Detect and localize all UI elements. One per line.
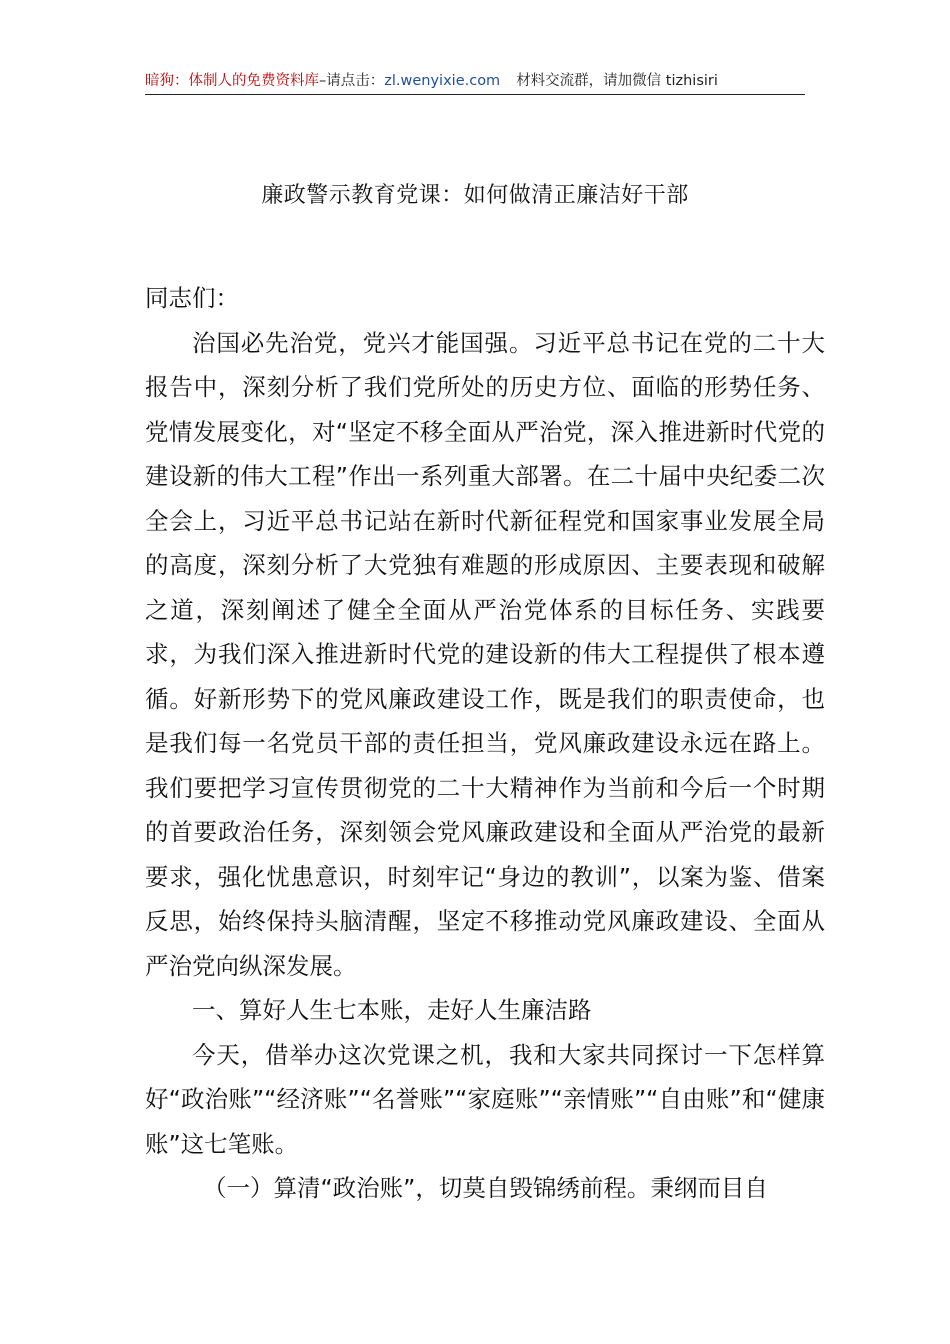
header-click-text: –请点击：	[319, 73, 385, 89]
subsection-political-account: （一）算清“政治账”，切莫自毁锦绣前程。秉纲而目自	[203, 1174, 768, 1202]
document-title: 廉政警示教育党课：如何做清正廉洁好干部	[261, 183, 689, 208]
page-header	[145, 70, 805, 95]
paragraph-seven-accounts: 今天，借举办这次党课之机，我和大家共同探讨一下怎样算好“政治账”“经济账”“名誉账”“家庭账”“亲情账”“自由账”和“健康账”这七笔账。	[145, 1040, 825, 1158]
section-heading: 一、算好人生七本账，走好人生廉洁路	[192, 996, 592, 1024]
paragraph-intro: 治国必先治党，党兴才能国强。习近平总书记在党的二十大报告中，深刻分析了我们党所处的历史方位、面临的形势任务、党情发展变化，对“坚定不移全面从严治党，深入推进新时代党的建设新的伟大工程”作出一系列重大部署。在二十届中央纪委二次全会上，习近平总书记站在新时代新征程党和国家事业发展全局的高度，深刻分析了大党独有难题的形成原因、主要表现和破解之道，深刻阐述了健全全面从严治党体系的目标任务、实践要求，为我们深入推进新时代党的建设新的伟大工程提供了根本遵循。好新形势下的党风廉政建设工作，既是我们的职责使命，也是我们每一名党员干部的责任担当，党风廉政建设永远在路上。我们要把学习宣传贯彻党的二十大精神作为当前和今后一个时期的首要政治任务，深刻领会党风廉政建设和全面从严治党的最新要求，强化忧患意识，时刻牢记“身边的教训”，以案为鉴、借案反思，始终保持头脑清醒，坚定不移推动党风廉政建设、全面从严治党向纵深发展。	[145, 328, 825, 980]
header-group-text: 材料交流群，请加微信 tizhisiri	[516, 73, 718, 89]
salutation: 同志们：	[145, 284, 239, 312]
header-url-link[interactable]: zl.wenyixie.com	[384, 73, 501, 89]
document-body	[145, 276, 825, 1211]
header-promo-text: 暗狗：体制人的免费资料库	[145, 73, 319, 89]
